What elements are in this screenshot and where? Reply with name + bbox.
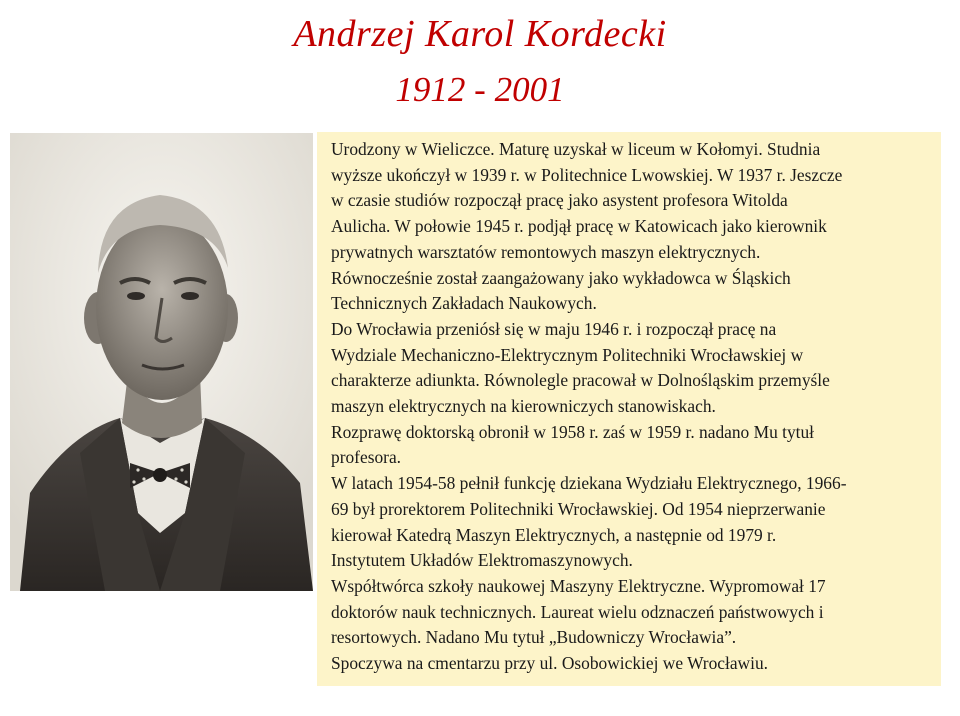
biography-line: Do Wrocławia przeniósł się w maju 1946 r. i rozpoczął pracę na [331,318,777,339]
biography-line: maszyn elektrycznych na kierowniczych stanowiskach. [331,396,716,417]
biography-line: profesora. [331,447,402,468]
portrait-photo [10,133,313,591]
page-subtitle-years: 1912 - 2001 [395,70,565,109]
page-title: Andrzej Karol Kordecki [293,13,667,55]
biography-line: doktorów nauk technicznych. Laureat wielu odznaczeń państwowych i [331,601,824,622]
biography-line: charakterze adiunkta. Równolegle pracował w Dolnośląskim przemyśle [331,370,830,391]
biography-line: 69 był prorektorem Politechniki Wrocławskiej. Od 1954 nieprzerwanie [331,498,826,519]
biography-line: prywatnych warsztatów remontowych maszyn elektrycznych. [331,241,761,262]
biography-line: Rozprawę doktorską obronił w 1958 r. zaś w 1959 r. nadano Mu tytuł [331,421,814,442]
biography-line: Współtwórca szkoły naukowej Maszyny Elektryczne. Wypromował 17 [331,575,826,596]
biography-line: Wydziale Mechaniczno-Elektrycznym Politechniki Wrocławskiej w [331,344,804,365]
portrait-illustration [10,133,313,591]
biography-panel [317,132,941,686]
biography-line: Technicznych Zakładach Naukowych. [331,293,597,314]
biography-line: Instytutem Układów Elektromaszynowych. [331,550,633,571]
biography-line: w czasie studiów rozpoczął pracę jako asystent profesora Witolda [331,190,788,211]
biography-line: W latach 1954-58 pełnił funkcję dziekana Wydziału Elektrycznego, 1966- [331,473,847,494]
biography-line: Aulicha. W połowie 1945 r. podjął pracę w Katowicach jako kierownik [331,216,827,237]
biography-line: resortowych. Nadano Mu tytuł „Budowniczy Wrocławia”. [331,627,737,648]
biography-line: kierował Katedrą Maszyn Elektrycznych, a następnie od 1979 r. [331,524,777,545]
biography-line: Spoczywa na cmentarzu przy ul. Osobowickiej we Wrocławiu. [331,653,768,674]
biography-line: wyższe ukończył w 1939 r. w Politechnice Lwowskiej. W 1937 r. Jeszcze [331,164,843,185]
biography-line: Urodzony w Wieliczce. Maturę uzyskał w liceum w Kołomyi. Studnia [331,139,821,159]
biography-line: Równocześnie został zaangażowany jako wykładowca w Śląskich [331,267,791,288]
